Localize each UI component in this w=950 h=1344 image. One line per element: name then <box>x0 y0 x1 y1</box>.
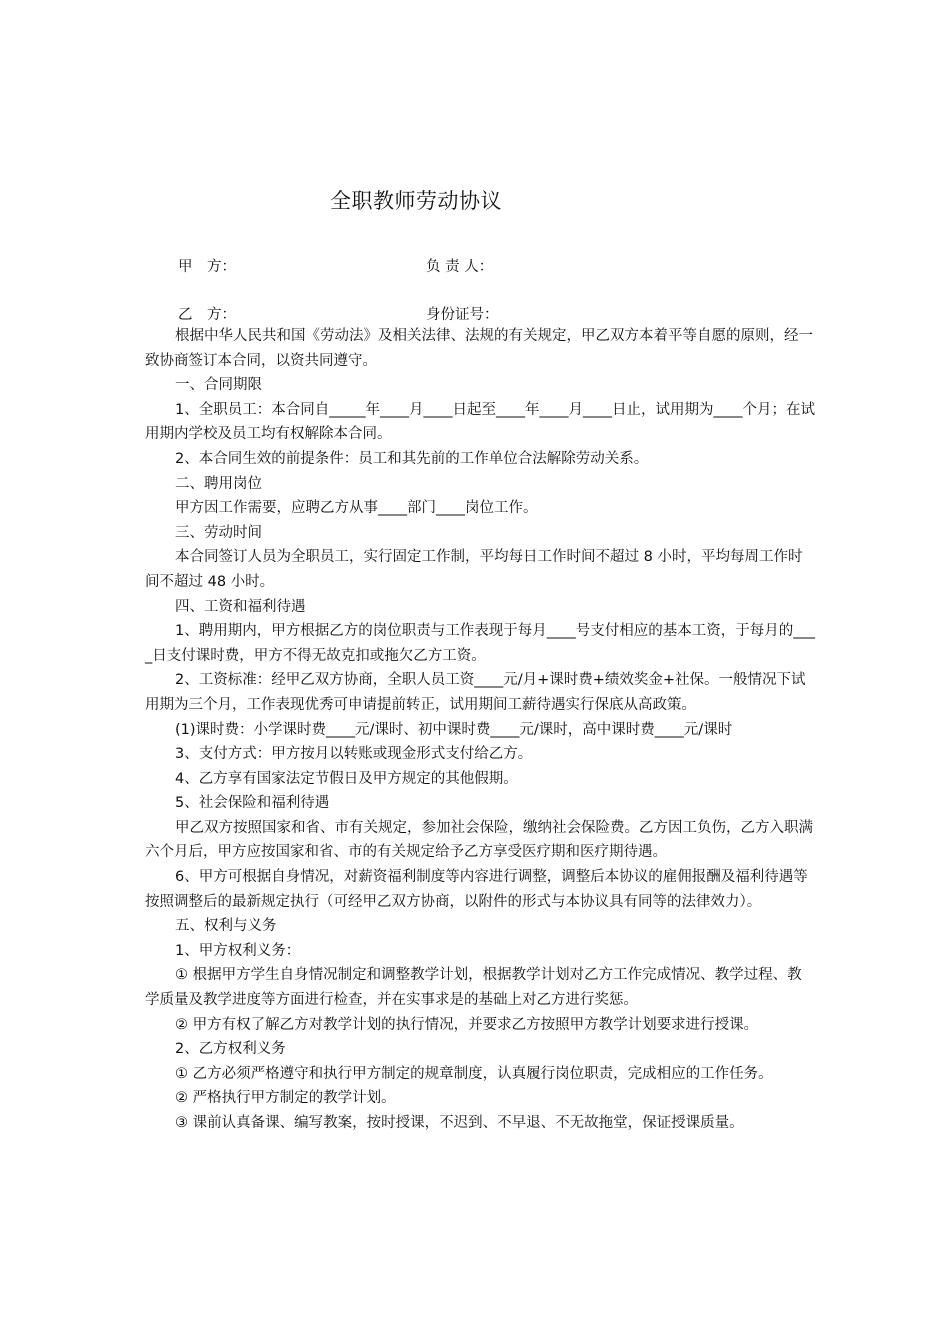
paragraph: 4、乙方享有国家法定节假日及甲方规定的其他假期。 <box>175 770 518 787</box>
party-b-label: 乙 方： <box>178 307 236 323</box>
paragraph: 1、全职员工：本合同自_____年____月____日起至____年____月____日止，试用期为____个月；在试用期内学校及员工均有权解除本合同。 <box>145 401 815 443</box>
paragraph: ① 根据甲方学生自身情况制定和调整教学计划，根据教学计划对乙方工作完成情况、教学过程、教学质量及教学进度等方面进行检查，并在实事求是的基础上对乙方进行奖惩。 <box>145 967 802 1009</box>
section-heading: 二、聘用岗位 <box>175 475 262 492</box>
paragraph: 1、甲方权利义务： <box>175 942 301 959</box>
paragraph: 甲乙双方按照国家和省、市有关规定，参加社会保险，缴纳社会保险费。乙方因工负伤，乙方入职满六个月后，甲方应按国家和省、市的有关规定给予乙方享受医疗期和医疗期待遇。 <box>145 819 813 861</box>
document-title: 全职教师劳动协议 <box>330 189 502 213</box>
party-a-representative-label: 负 责 人： <box>426 259 494 275</box>
paragraph: 甲方因工作需要，应聘乙方从事____部门____岗位工作。 <box>175 500 538 517</box>
section-heading: 一、合同期限 <box>175 377 262 394</box>
paragraph: ① 乙方必须严格遵守和执行甲方制定的规章制度，认真履行岗位职责，完成相应的工作任务。 <box>175 1065 773 1082</box>
paragraph: ② 甲方有权了解乙方对教学计划的执行情况，并要求乙方按照甲方教学计划要求进行授课。 <box>175 1016 759 1033</box>
paragraph: ② 严格执行甲方制定的教学计划。 <box>175 1090 396 1107</box>
contract-body <box>145 324 815 1136</box>
paragraph: 2、乙方权利义务 <box>175 1041 286 1058</box>
paragraph: 2、本合同生效的前提条件：员工和其先前的工作单位合法解除劳动关系。 <box>175 450 649 467</box>
paragraph: 6、甲方可根据自身情况，对薪资福利制度等内容进行调整，调整后本协议的雇佣报酬及福利待遇等按照调整后的最新规定执行（可经甲乙双方协商，以附件的形式与本协议具有同等的法律效力）。 <box>145 869 808 910</box>
paragraph: 5、社会保险和福利待遇 <box>175 795 330 812</box>
paragraph: 根据中华人民共和国《劳动法》及相关法律、法规的有关规定，甲乙双方本着平等自愿的原则，经一致协商签订本合同，以资共同遵守。 <box>145 328 813 369</box>
paragraph: 2、工资标准：经甲乙双方协商，全职人员工资____元/月+课时费+绩效奖金+社保。一般情况下试用期为三个月，工作表现优秀可申请提前转正，试用期间工薪待遇实行保底从高政策。 <box>145 672 806 713</box>
section-heading: 四、工资和福利待遇 <box>175 598 306 615</box>
paragraph: (1)课时费：小学课时费____元/课时、初中课时费____元/课时，高中课时费____元/课时 <box>175 721 733 738</box>
paragraph: 本合同签订人员为全职员工，实行固定工作制，平均每日工作时间不超过 8 小时，平均每周工作时间不超过 48 小时。 <box>145 549 803 590</box>
party-a-label: 甲 方： <box>178 259 236 275</box>
paragraph: ③ 课前认真备课、编写教案，按时授课，不迟到、不早退、不无故拖堂，保证授课质量。 <box>175 1115 744 1131</box>
paragraph: 3、支付方式：甲方按月以转账或现金形式支付给乙方。 <box>175 746 533 763</box>
party-b-id-label: 身份证号： <box>426 307 499 323</box>
paragraph: 1、聘用期内，甲方根据乙方的岗位职责与工作表现于每月____号支付相应的基本工资，于每月的____日支付课时费，甲方不得无故克扣或拖欠乙方工资。 <box>145 623 815 664</box>
section-heading: 三、劳动时间 <box>175 524 262 541</box>
section-heading: 五、权利与义务 <box>175 918 277 935</box>
